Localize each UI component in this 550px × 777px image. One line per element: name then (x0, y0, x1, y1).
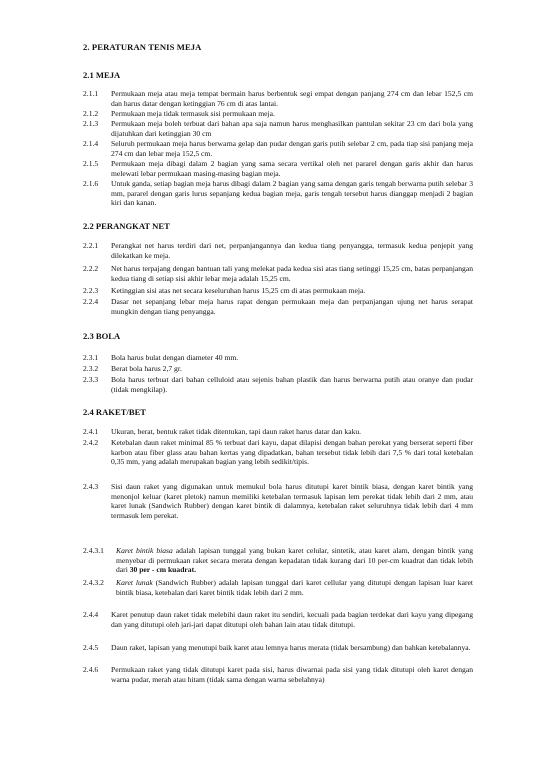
item-text: Ukuran, berat, bentuk raket tidak ditentukan, tapi daun raket harus datar dan kaku. (111, 427, 362, 436)
list-item (83, 665, 473, 684)
item-text (116, 578, 473, 597)
list-item (83, 286, 473, 296)
item-text: Permukaan meja boleh terbuat dari bahan apa saja namun harus menghasilkan pantulan sekitar 23 cm dari bola yang dijatuhkan dari ketinggian 30 cm (111, 119, 473, 138)
list-item (83, 159, 473, 178)
item-number: 2.1.1 (83, 89, 99, 98)
item-text: Ketinggian sisi atas net secara keseluruhan harus 15,25 cm di atas permukaan meja. (111, 286, 366, 295)
item-number: 2.4.5 (83, 643, 99, 652)
item-number: 2.3.1 (83, 353, 99, 362)
item-number: 2.2.1 (83, 241, 99, 250)
term-italic: Karet lunak (116, 578, 153, 587)
list-item (83, 438, 473, 467)
section-heading-meja: 2.1 MEJA (83, 70, 121, 80)
list-item (83, 482, 473, 520)
list-item (83, 119, 473, 138)
item-number: 2.3.3 (83, 375, 99, 384)
item-text: Seluruh permukaan meja harus berwarna gelap dan pudar dengan garis putih selebar 2 cm, pada tiap sisi panjang meja 274 cm dan lebar meja 152,5 cm. (111, 139, 473, 158)
item-number: 2.4.3.1 (83, 546, 104, 555)
item-text (116, 546, 473, 575)
section-heading-bola: 2.3 BOLA (83, 331, 121, 341)
sub-list-item (83, 546, 473, 575)
list-item (83, 179, 473, 208)
item-number: 2.4.3 (83, 482, 99, 491)
item-text: Sisi daun raket yang digunakan untuk memukul bola harus ditutupi karet bintik biasa, dengan karet bintik yang menonjol keluar (karet pletok) namun memiliki ketebalan termasuk lapisan lem perekat tidak lebih dari 2 mm, atau karet lunak (Sandwich Rubber) dengan karet bintik di dalamnya, ketebalan raket seluruhnya tidak lebih dari 4 mm termasuk lem perekat. (111, 482, 473, 520)
term-emphasis: 30 per - cm kuadrat. (129, 565, 197, 575)
item-number: 2.1.3 (83, 119, 99, 128)
list-item (83, 89, 473, 108)
item-text: Dasar net sepanjang lebar meja harus rapat dengan permukaan meja dan perpanjangan ujung net harus serapat mungkin dengan tiang penyangga. (111, 297, 473, 316)
list-item (83, 364, 473, 374)
item-number: 2.4.4 (83, 610, 99, 619)
list-item (83, 109, 473, 119)
item-text: Permukaan meja atau meja tempat bermain harus berbentuk segi empat dengan panjang 274 cm dan lebar 152,5 cm dan harus datar dengan ketinggian 76 cm di atas lantai. (111, 89, 473, 108)
item-text: Perangkat net harus terdiri dari net, perpanjangannya dan kedua tiang penyangga, termasuk kedua penjepit yang dilekatkan ke meja. (111, 241, 473, 260)
item-text: Berat bola harus 2,7 gr. (111, 364, 182, 373)
list-item (83, 610, 473, 629)
item-text: Bola harus bulat dengan diameter 40 mm. (111, 353, 239, 362)
list-item (83, 427, 473, 437)
list-item (83, 264, 473, 283)
item-number: 2.1.2 (83, 109, 99, 118)
list-item (83, 297, 473, 316)
term-definition: adalah lapisan tunggal yang bukan karet celular, sintetik, atau karet alam, dengan bintik yang menyebar di permukaan raket secara merata dengan kepadatan tidak kurang dari 10 per-cm kuadrat dan tidak lebih dari (116, 546, 473, 575)
item-text: Permukaan meja dibagi dalam 2 bagian yang sama secara vertikal oleh net pararel dengan garis akhir dan harus melewati lebar permukaan masing-masing bagian meja. (111, 159, 473, 178)
item-text: Permukaan raket yang tidak ditutupi karet pada sisi, harus diwarnai pada sisi yang tidak ditutupi oleh karet dengan warna pudar, merah atau hitam (tidak sama dengan warna sebelahnya) (111, 665, 473, 684)
item-number: 2.1.6 (83, 179, 99, 188)
item-number: 2.1.5 (83, 159, 99, 168)
item-number: 2.4.2 (83, 438, 99, 447)
list-item (83, 353, 473, 363)
item-text: Permukaan meja tidak termasuk sisi permukaan meja. (111, 109, 275, 118)
item-text: Daun raket, lapisan yang menutupi baik karet atau lemnya harus merata (tidak bersambung) dan bahkan ketebalannya. (111, 643, 471, 652)
item-text: Karet penutup daun raket tidak melebihi daun raket itu sendiri, kecuali pada bagian terdekat dari kayu yang dipegang dan yang ditutupi oleh jari-jari dapat ditutupi oleh bahan lain atau tidak ditutupi. (111, 610, 473, 629)
item-number: 2.4.6 (83, 665, 99, 674)
item-text: Ketebalan daun raket minimal 85 % terbuat dari kayu, dapat dilapisi dengan bahan perekat yang berserat seperti fiber karbon atau fiber glass atau bahan kertas yang dipadatkan, bahan tersebut tidak lebih dari 7,5 % dari total ketebalan 0,35 mm, yang adalah merupakan bagian yang lebih sedikit/tipis. (111, 438, 473, 467)
sub-list-item (83, 578, 473, 597)
item-number: 2.1.4 (83, 139, 99, 148)
item-text: Untuk ganda, setiap bagian meja harus dibagi dalam 2 bagian yang sama dengan garis tengah berwarna putih selebar 3 mm, pararel dengan garis lurus sepanjang kedua bagian meja, garis tengah tersebut harus dianggap menjadi 2 bagian kiri dan kanan. (111, 179, 473, 208)
list-item (83, 241, 473, 260)
term-definition: (Sandwich Rubber) adalah lapisan tunggal dari karet cellular yang ditutupi dengan lapisan luar karet bintik biasa, ketebalan dari karet bintik tidak lebih dari 2 mm. (116, 578, 473, 597)
item-number: 2.4.3.2 (83, 578, 104, 587)
list-item (83, 139, 473, 158)
list-item (83, 375, 473, 394)
section-heading-perangkat-net: 2.2 PERANGKAT NET (83, 221, 170, 231)
item-number: 2.2.2 (83, 264, 99, 273)
item-number: 2.2.3 (83, 286, 99, 295)
section-heading-raket-bet: 2.4 RAKET/BET (83, 407, 147, 417)
item-number: 2.2.4 (83, 297, 99, 306)
item-text: Bola harus terbuat dari bahan celluloid atau sejenis bahan plastik dan harus berwarna putih atau oranye dan pudar (tidak mengkilap). (111, 375, 473, 394)
item-text: Net harus terpajang dengan bantuan tali yang melekat pada kedua sisi atas tiang setinggi 15,25 cm, batas perpanjangan kedua tiang di setiap sisi akhir lebar meja adalah 15,25 cm. (111, 264, 473, 283)
item-number: 2.4.1 (83, 427, 99, 436)
list-item (83, 643, 473, 653)
term-italic: Karet bintik biasa (116, 546, 173, 555)
page-title: 2. PERATURAN TENIS MEJA (83, 42, 202, 52)
item-number: 2.3.2 (83, 364, 99, 373)
